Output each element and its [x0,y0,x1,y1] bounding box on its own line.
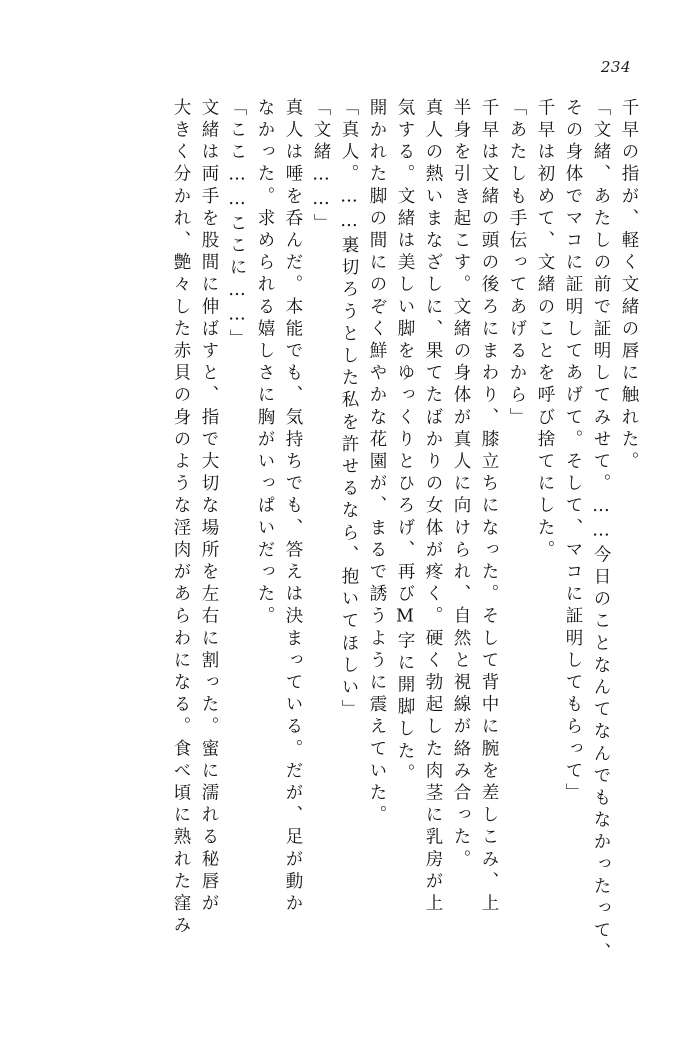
text-line: 開かれた脚の間にのぞく鮮やかな花園が、まるで誘うように震えていた。 [367,98,387,828]
page-number: 234 [600,58,631,76]
text-line: 千早の指が、軽く文緒の唇に触れた。 [619,98,639,474]
text-line: 「真人。……裏切ろうとした私を許せるなら、抱いてほしい」 [339,98,359,722]
text-line: 千早は初めて、文緒のことを呼び捨てにした。 [535,98,555,563]
text-line: 真人の熱いまなざしに、果てたばかりの女体が疼く。硬く勃起した肉茎に乳房が上 [423,98,443,916]
text-line: 大きく分かれ、艶々した赤貝の身のような淫肉があらわになる。食べ頃に熟れた窪み [171,98,191,938]
text-line: 「ここ……ここに……」 [227,98,247,352]
text-line: 千早は文緒の頭の後ろにまわり、膝立ちになった。そして背中に腕を差しこみ、上 [479,98,499,916]
text-line: その身体でマコに証明してあげて。そして、マコに証明してもらって」 [563,98,583,806]
vertical-text-body [58,98,637,998]
text-line: 真人は唾を呑んだ。本能でも、気持ちでも、答えは決まっている。だが、足が動か [283,98,303,916]
text-line: 「文緒……」 [311,98,331,236]
text-line: 「文緒、あたしの前で証明してみせて。……今日のことなんてなんでもなかったって、 [591,98,611,965]
text-line: なかった。求められる嬉しさに胸がいっぱいだった。 [255,98,275,629]
text-line: 「あたしも手伝ってあげるから」 [507,98,527,430]
text-line: 半身を引き起こす。文緒の身体が真人に向けられ、自然と視線が絡み合った。 [451,98,471,872]
text-line: 文緒は両手を股間に伸ばすと、指で大切な場所を左右に割った。蜜に濡れる秘唇が [199,98,219,916]
text-line: 気する。文緒は美しい脚をゆっくりとひろげ、再びM字に開脚した。 [395,98,415,786]
